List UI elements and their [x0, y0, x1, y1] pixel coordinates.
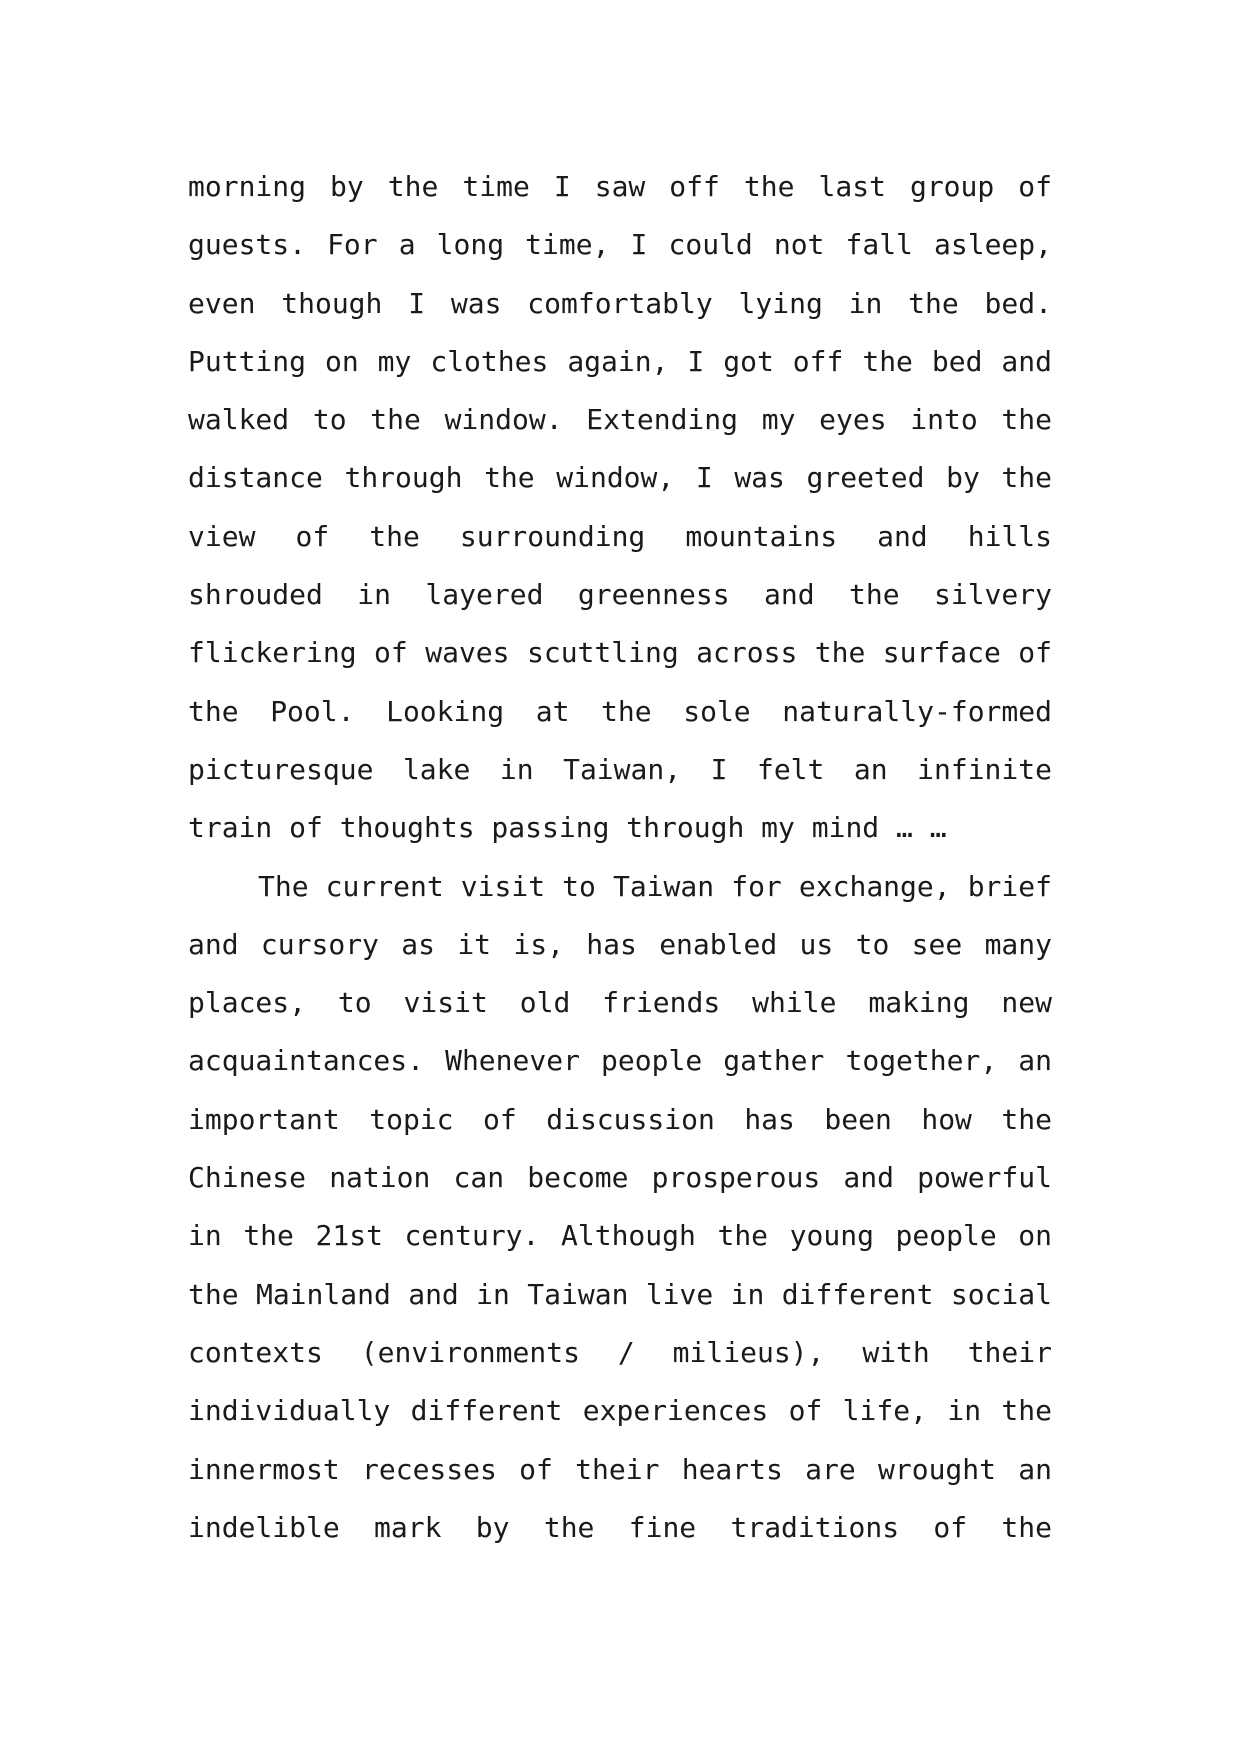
text-line: Putting on my clothes again, I got off the bed and — [188, 344, 1052, 378]
text-line: the Mainland and in Taiwan live in different social — [188, 1277, 1052, 1311]
text-line: guests. For a long time, I could not fall asleep, — [188, 228, 1052, 262]
text-line: distance through the window, I was greeted by the — [188, 461, 1052, 495]
text-line: and cursory as it is, has enabled us to see many — [188, 927, 1052, 961]
text-line: morning by the time I saw off the last group of — [188, 170, 1052, 203]
text-line: shrouded in layered greenness and the silvery — [188, 578, 1052, 612]
text-line: flickering of waves scuttling across the surface of — [188, 636, 1052, 670]
text-line: view of the surrounding mountains and hills — [188, 519, 1052, 553]
text-line: picturesque lake in Taiwan, I felt an infinite — [188, 752, 1052, 786]
paragraph-1 — [188, 158, 1052, 858]
text-line: important topic of discussion has been how the — [188, 1102, 1052, 1136]
text-line: acquaintances. Whenever people gather together, an — [188, 1044, 1052, 1078]
text-line: even though I was comfortably lying in the bed. — [188, 286, 1052, 320]
text-line: individually different experiences of life, in the — [188, 1394, 1052, 1428]
text-line: indelible mark by the fine traditions of the — [188, 1510, 1052, 1544]
body-text — [188, 158, 1052, 1557]
text-line: the Pool. Looking at the sole naturally-formed — [188, 694, 1052, 728]
text-line: walked to the window. Extending my eyes into the — [188, 403, 1052, 437]
text-line: The current visit to Taiwan for exchange, brief — [258, 869, 1052, 903]
text-line: contexts (environments / milieus), with their — [188, 1335, 1052, 1369]
text-line: in the 21st century. Although the young people on — [188, 1219, 1052, 1253]
text-line: places, to visit old friends while making new — [188, 986, 1052, 1020]
text-line: innermost recesses of their hearts are wrought an — [188, 1452, 1052, 1486]
text-line: Chinese nation can become prosperous and powerful — [188, 1161, 1052, 1195]
paragraph-2 — [188, 858, 1052, 1558]
text-line: train of thoughts passing through my mind … … — [188, 811, 947, 845]
